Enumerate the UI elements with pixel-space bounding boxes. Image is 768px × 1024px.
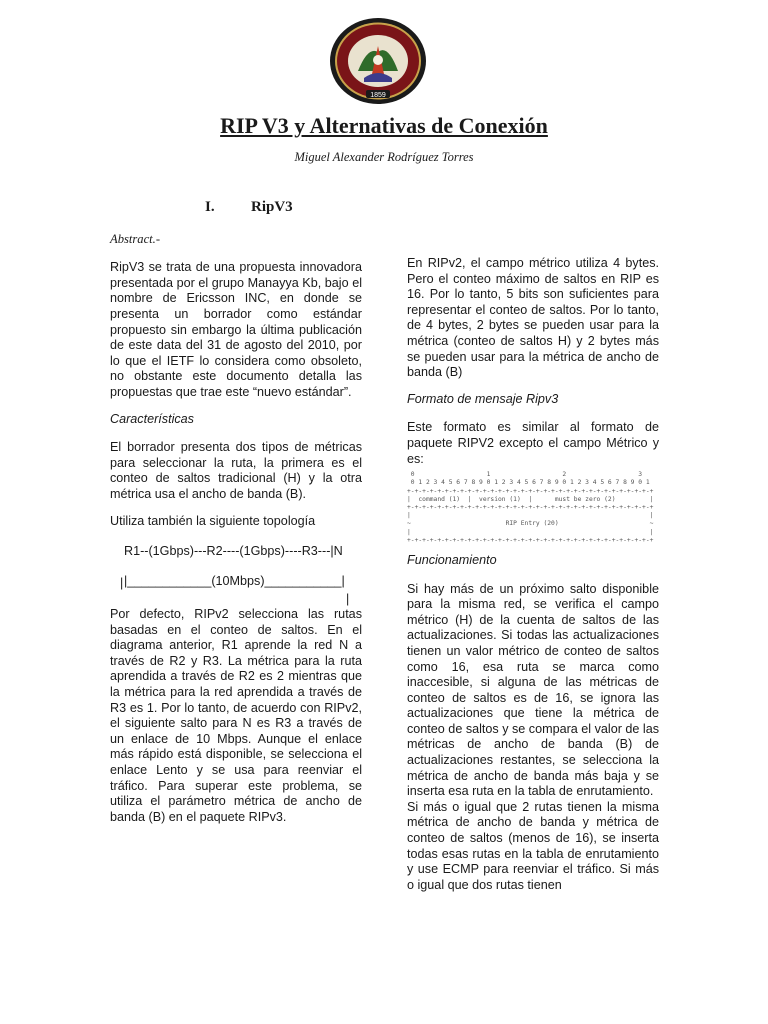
section-number: I.	[205, 199, 215, 215]
section-heading	[110, 200, 362, 216]
metric-paragraph: En RIPv2, el campo métrico utiliza 4 bytes. Pero el conteo máximo de saltos en RIP es 16. Por lo tanto, 5 bits son suficientes para representar el conteo de saltos. Por lo tanto, de 4 bytes, 2 bytes se pueden usar para la métrica (conteo de saltos H) y 2 bytes más se pueden usar para la métrica de ancho de banda (B)	[407, 256, 659, 380]
packet-ruler-2: 0 1 2 3 4 5 6 7 8 9 0 1 2 3 4 5 6 7 8 9 0 1 2 3 4 5 6 7 8 9 0 1	[407, 479, 650, 487]
section-title: RipV3	[251, 199, 293, 215]
paper-title: RIP V3 y Alternativas de Conexión	[220, 113, 548, 138]
packet-entry-row: ~ RIP Entry (20) ~	[407, 520, 654, 528]
packet-header-row: | command (1) | version (1) | must be zero (2) |	[407, 495, 654, 503]
features-paragraph: El borrador presenta dos tipos de métricas para seleccionar la ruta, la primera es el conteo de saltos tradicional (H) y la otra métrica usa el ancho de banda (B).	[110, 440, 362, 501]
right-column	[407, 256, 659, 904]
topology-diagram	[110, 543, 362, 607]
operation-paragraph-2: Si más o igual que 2 rutas tienen la misma métrica de ancho de banda y métrica de conteo de saltos (menos de 16), se inserta todas esas rutas en la tabla de enrutamiento y use ECMP para reenviar el tráfico. Si más o igual que dos rutas tienen	[407, 799, 659, 892]
operation-label: Funcionamiento	[407, 552, 497, 567]
abstract-paragraph: RipV3 se trata de una propuesta innovadora presentada por el grupo Manayya Kb, bajo el nombre de Ericsson INC, en donde se presenta un borrador como estándar propuesto sin embargo la última publicación de este data del 31 de agosto del 2010, por lo que el IETF lo considera como obsoleto, no obstante este documento detalla las propuestas que trae este “nuevo estándar”.	[110, 260, 362, 399]
packet-blank-row: | |	[407, 512, 654, 520]
features-label: Características	[110, 411, 194, 426]
abstract-label: Abstract.-	[110, 231, 161, 246]
format-paragraph: Este formato es similar al formato de paquete RIPV2 excepto el campo Métrico y es:	[407, 420, 659, 466]
topology-line-1: R1--(1Gbps)---R2----(1Gbps)----R3---|N	[124, 544, 343, 559]
packet-ruler-1: 0 1 2 3	[407, 471, 643, 479]
university-seal-logo	[328, 16, 428, 106]
operation-paragraph: Si hay más de un próximo salto disponible para la misma red, se verifica el campo métrico (H) de la cuenta de saltos de las actualizaciones. Si todas las actualizaciones tienen un valor métrico de conteo de saltos como 16, esa ruta se marca como inaccesible, si alguna de las métricas de conteo de saltos es de 16, se ignora las actualizaciones que tiene la métrica de conteo de saltos y se compara el valor de las métricas de ancho de banda (B) de actualizaciones restantes, se selecciona la métrica de ancho de banda más baja y se inserta esa ruta en la tabla de enrutamiento.	[407, 581, 660, 799]
format-label: Formato de mensaje Ripv3	[407, 391, 559, 406]
default-paragraph: Por defecto, RIPv2 selecciona las rutas basadas en el conteo de saltos. En el diagrama anterior, R1 aprende la red N a través de R2 y R3. La métrica para la ruta aprendida a través de R2 es 2 mientras que la métrica para la red aprendida a través de R3 es 1. Por lo tanto, de acuerdo con RIPv2, el siguiente salto para N es R3 a través de un enlace de 10 Mbps. Aunque el enlace más rápido está disponible, se selecciona el enlace Lento y se usa para reenviar el tráfico. Para superar este problema, se utiliza el parámetro métrica de ancho de banda (B) en el paquete RIPv3.	[110, 607, 362, 824]
topology-intro: Utiliza también la siguiente topología	[110, 513, 316, 528]
topology-line-3: |____________(10Mbps)___________|	[124, 574, 345, 589]
author-name: Miguel Alexander Rodríguez Torres	[294, 150, 474, 164]
packet-border: +-+-+-+-+-+-+-+-+-+-+-+-+-+-+-+-+-+-+-+-+-+-+-+-+-+-+-+-+-+-+-+-+	[407, 503, 654, 511]
packet-border: +-+-+-+-+-+-+-+-+-+-+-+-+-+-+-+-+-+-+-+-+-+-+-+-+-+-+-+-+-+-+-+-+	[407, 536, 654, 544]
packet-diagram	[407, 471, 659, 545]
seal-year: 1859	[370, 92, 386, 99]
packet-blank-row: | |	[407, 528, 654, 536]
left-column	[110, 200, 362, 836]
packet-border: +-+-+-+-+-+-+-+-+-+-+-+-+-+-+-+-+-+-+-+-+-+-+-+-+-+-+-+-+-+-+-+-+	[407, 487, 654, 495]
topology-right-bar: |	[346, 592, 350, 607]
topology-left-bar: |	[120, 576, 124, 591]
